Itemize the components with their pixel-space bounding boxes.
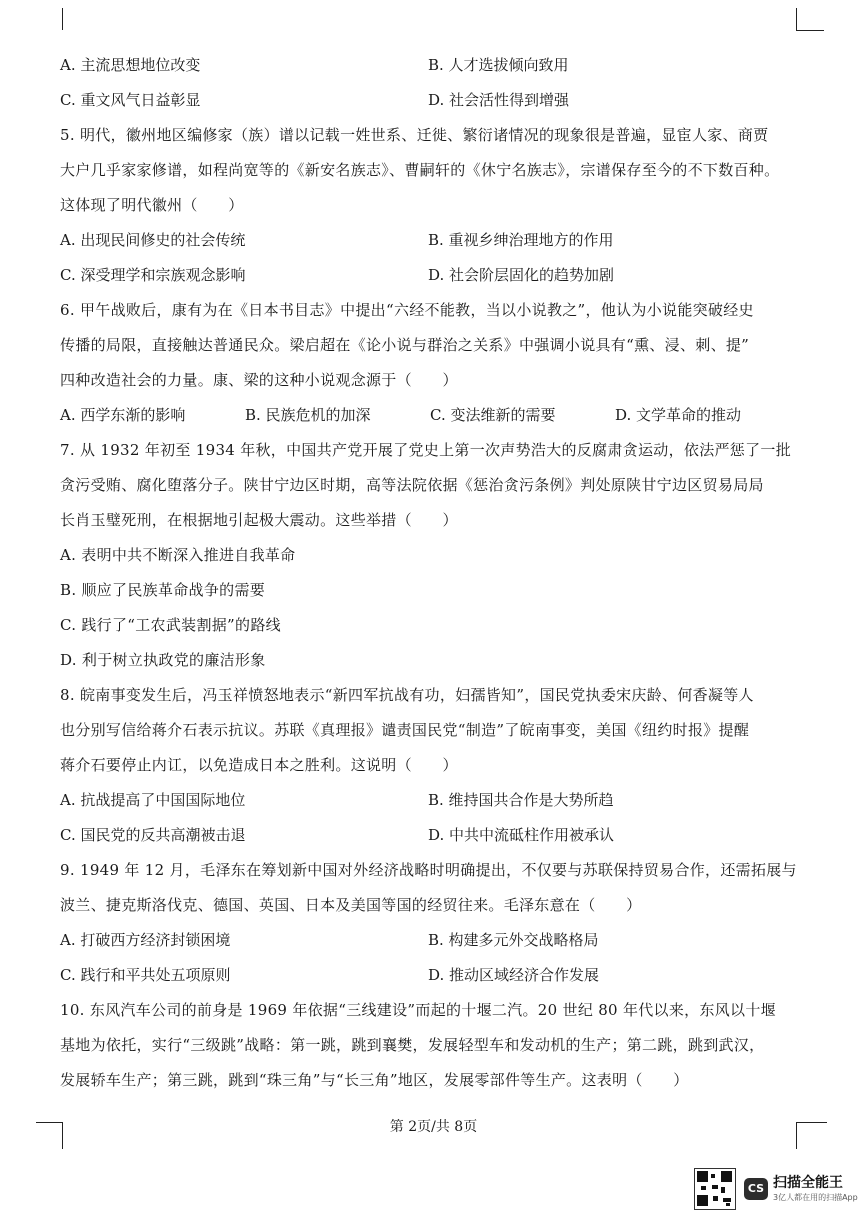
q5-stem-line-3: 这体现了明代徽州（ ）: [60, 196, 244, 214]
q6-stem-line-2: 传播的局限，直接触达普通民众。梁启超在《论小说与群治之关系》中强调小说具有“熏、浸、刺、提”: [60, 336, 750, 354]
q4-options-row-1: [60, 48, 800, 83]
scanner-brand: [773, 1174, 858, 1204]
q8-stem-line-3: 蒋介石要停止内讧，以免造成日本之胜利。这说明（ ）: [60, 756, 458, 774]
q5-options-row-1: [60, 223, 800, 258]
q5-option-a: A. 出现民间修史的社会传统: [60, 231, 246, 249]
q9-options-row-2: [60, 958, 800, 993]
question-content: [60, 48, 800, 1098]
q7-stem-line-2: 贪污受贿、腐化堕落分子。陕甘宁边区时期，高等法院依据《惩治贪污条例》判处原陕甘宁边区贸易局局: [60, 476, 764, 494]
q9-option-d: D. 推动区域经济合作发展: [428, 966, 600, 984]
q4-option-a: A. 主流思想地位改变: [60, 56, 201, 74]
q7-option-a: A. 表明中共不断深入推进自我革命: [60, 546, 296, 564]
q5-option-c: C. 深受理学和宗族观念影响: [60, 266, 246, 284]
q4-option-b: B. 人才选拔倾向致用: [428, 56, 569, 74]
q8-option-c: C. 国民党的反共高潮被击退: [60, 826, 246, 844]
q6-options-row: [60, 398, 800, 433]
q5-option-d: D. 社会阶层固化的趋势加剧: [428, 266, 615, 284]
q4-options-row-2: [60, 83, 800, 118]
q8-option-a: A. 抗战提高了中国国际地位: [60, 791, 246, 809]
page-number: 第 2页/共 8页: [389, 1119, 478, 1135]
scanner-watermark: [694, 1168, 858, 1210]
q5-option-b: B. 重视乡绅治理地方的作用: [428, 231, 614, 249]
q5-stem-line-1: 5. 明代，徽州地区编修家（族）谱以记载一姓世系、迁徙、繁衍诸情况的现象很是普遍，显宦人家、商贾: [60, 126, 769, 144]
q8-options-row-2: [60, 818, 800, 853]
scanner-brand-title: 扫描全能王: [773, 1175, 843, 1191]
q8-options-row-1: [60, 783, 800, 818]
q9-stem-line-2: 波兰、捷克斯洛伐克、德国、英国、日本及美国等国的经贸往来。毛泽东意在（ ）: [60, 896, 642, 914]
q6-option-c: C. 变法维新的需要: [430, 406, 556, 424]
q7-option-d: D. 利于树立执政党的廉洁形象: [60, 651, 266, 669]
q8-stem-line-2: 也分别写信给蒋介石表示抗议。苏联《真理报》谴责国民党“制造”了皖南事变，美国《纽约时报》提醒: [60, 721, 750, 739]
crop-mark-top-right: [796, 8, 825, 30]
camscanner-logo-icon: CS: [744, 1178, 768, 1200]
q10-stem-line-1: 10. 东风汽车公司的前身是 1969 年依据“三线建设”而起的十堰二汽。20 世纪 80 年代以来，东风以十堰: [60, 1001, 776, 1019]
q8-stem-line-1: 8. 皖南事变发生后，冯玉祥愤怒地表示“新四军抗战有功，妇孺皆知”，国民党执委宋庆龄、何香凝等人: [60, 686, 754, 704]
q10-stem-line-2: 基地为依托，实行“三级跳”战略：第一跳，跳到襄樊，发展轻型车和发动机的生产；第二跳，跳到武汉，: [60, 1036, 765, 1054]
q9-options-row-1: [60, 923, 800, 958]
q9-option-a: A. 打破西方经济封锁困境: [60, 931, 231, 949]
q6-stem-line-3: 四种改造社会的力量。康、梁的这种小说观念源于（ ）: [60, 371, 458, 389]
q8-option-b: B. 维持国共合作是大势所趋: [428, 791, 614, 809]
q6-option-b: B. 民族危机的加深: [245, 406, 371, 424]
crop-mark-top-left: [40, 8, 63, 30]
q7-option-c: C. 践行了“工农武装割据”的路线: [60, 616, 281, 634]
q5-stem-line-2: 大户几乎家家修谱，如程尚宽等的《新安名族志》、曹嗣轩的《休宁名族志》，宗谱保存至今的不下数百种。: [60, 161, 780, 179]
q10-stem-line-3: 发展轿车生产；第三跳，跳到“珠三角”与“长三角”地区，发展零部件等生产。这表明（ ）: [60, 1071, 689, 1089]
qr-code-icon: [694, 1168, 736, 1210]
q9-option-c: C. 践行和平共处五项原则: [60, 966, 231, 984]
scanner-brand-subtitle: 3亿人都在用的扫描App: [773, 1193, 858, 1202]
q7-stem-line-3: 长肖玉璧死刑，在根据地引起极大震动。这些举措（ ）: [60, 511, 458, 529]
q4-option-d: D. 社会活性得到增强: [428, 91, 570, 109]
q6-stem-line-1: 6. 甲午战败后，康有为在《日本书目志》中提出“六经不能教，当以小说教之”，他认为小说能突破经史: [60, 301, 754, 319]
crop-mark-top-right-h: [796, 30, 824, 31]
q5-options-row-2: [60, 258, 800, 293]
q8-option-d: D. 中共中流砥柱作用被承认: [428, 826, 615, 844]
q9-stem-line-1: 9. 1949 年 12 月，毛泽东在筹划新中国对外经济战略时明确提出，不仅要与苏联保持贸易合作，还需拓展与: [60, 861, 797, 879]
q7-option-b: B. 顺应了民族革命战争的需要: [60, 581, 266, 599]
q9-option-b: B. 构建多元外交战略格局: [428, 931, 599, 949]
q6-option-d: D. 文学革命的推动: [615, 406, 742, 424]
q4-option-c: C. 重文风气日益彰显: [60, 91, 201, 109]
q7-stem-line-1: 7. 从 1932 年初至 1934 年秋，中国共产党开展了党史上第一次声势浩大的反腐肃贪运动，依法严惩了一批: [60, 441, 792, 459]
q6-option-a: A. 西学东渐的影响: [60, 406, 186, 424]
